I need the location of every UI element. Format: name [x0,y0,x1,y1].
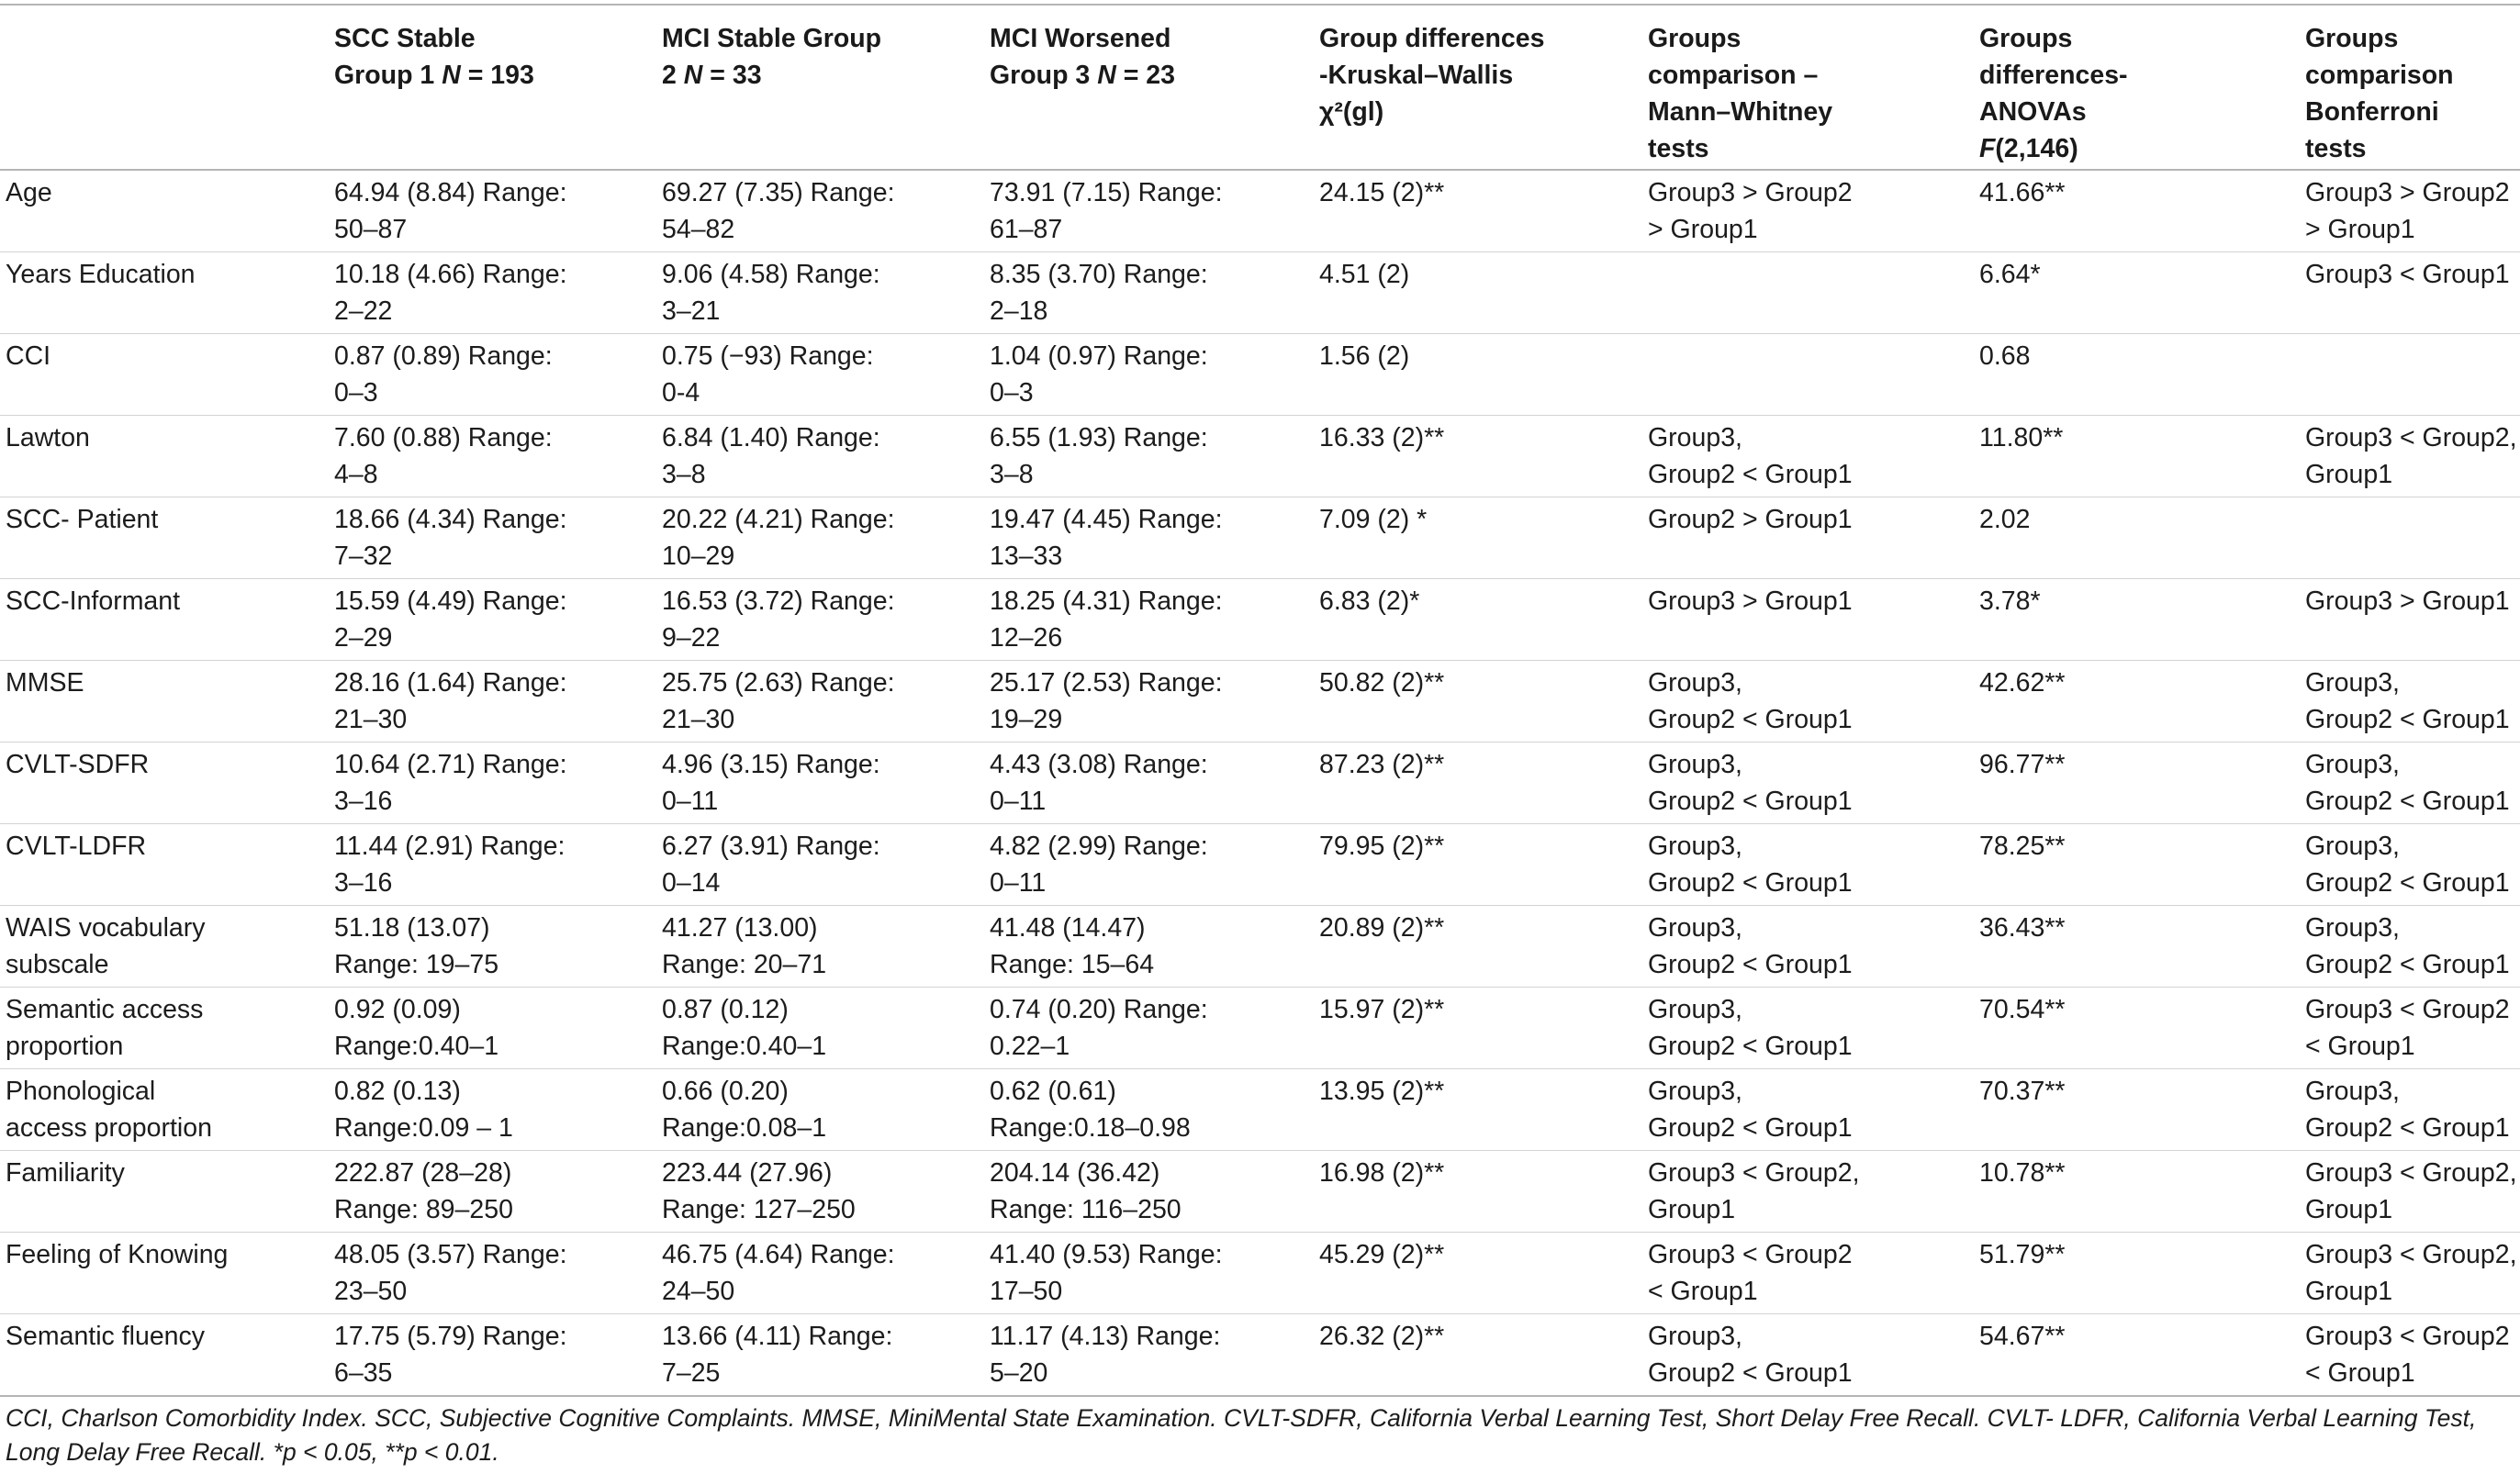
table-row [0,416,2520,497]
table-cell: Group3, Group2 < Group1 [1648,832,1853,898]
table-cell: 16.98 (2)** [1319,1158,1445,1188]
table-row [0,1069,2520,1151]
table-cell: Group3 > Group2 > Group1 [2305,178,2510,244]
table-cell: Group3 < Group2, Group1 [1648,1158,1860,1224]
table-cell: 25.17 (2.53) Range: 19–29 [990,668,1223,734]
table-cell: 6.27 (3.91) Range: 0–14 [662,832,880,898]
table-cell: 73.91 (7.15) Range: 61–87 [990,178,1223,244]
column-header-3: MCI Worsened Group 3 N = 23 [990,24,1175,90]
table-cell: 0.68 [1979,341,2031,371]
table-cell: 16.53 (3.72) Range: 9–22 [662,586,895,653]
table-cell: 6.83 (2)* [1319,586,1420,616]
table-cell [2300,497,2520,579]
row-label: Familiarity [6,1158,125,1188]
table-row [0,1233,2520,1314]
table-cell: 0.74 (0.20) Range: 0.22–1 [990,995,1208,1061]
table-row [0,252,2520,334]
table-cell: 19.47 (4.45) Range: 13–33 [990,505,1223,571]
table-cell: 18.25 (4.31) Range: 12–26 [990,586,1223,653]
table-cell: 41.48 (14.47) Range: 15–64 [990,913,1155,979]
row-label: CVLT-SDFR [6,750,150,779]
table-cell: 24.15 (2)** [1319,178,1445,207]
table-cell: 41.27 (13.00) Range: 20–71 [662,913,827,979]
row-label: Phonological access proportion [6,1077,212,1143]
table-cell: 10.18 (4.66) Range: 2–22 [334,260,567,326]
table-cell: 17.75 (5.79) Range: 6–35 [334,1322,567,1388]
table-row [0,743,2520,824]
row-label: Age [6,178,52,207]
row-label: CCI [6,341,51,371]
table-cell: 0.87 (0.89) Range: 0–3 [334,341,553,408]
table-cell: 6.84 (1.40) Range: 3–8 [662,423,880,489]
row-label: MMSE [6,668,84,698]
table-cell: Group3 > Group1 [1648,586,1853,616]
table-cell: 64.94 (8.84) Range: 50–87 [334,178,567,244]
table-cell: 87.23 (2)** [1319,750,1445,779]
table-cell: 1.04 (0.97) Range: 0–3 [990,341,1208,408]
row-label: Lawton [6,423,90,452]
column-header-1: SCC Stable Group 1 N = 193 [334,24,534,90]
table-cell: Group3, Group2 < Group1 [2305,913,2510,979]
table-cell: 70.54** [1979,995,2066,1024]
table-cell: 48.05 (3.57) Range: 23–50 [334,1240,567,1306]
table-cell: Group3 < Group2 < Group1 [2305,1322,2510,1388]
table-cell: Group3 < Group1 [2305,260,2510,289]
table-row [0,579,2520,661]
table-cell: 50.82 (2)** [1319,668,1445,698]
table-cell: 41.66** [1979,178,2066,207]
table-cell: 26.32 (2)** [1319,1322,1445,1351]
row-label: SCC-Informant [6,586,181,616]
table-cell: 70.37** [1979,1077,2066,1106]
table-row [0,824,2520,906]
table-cell: Group3 < Group2, Group1 [2305,1240,2517,1306]
table-row [0,170,2520,252]
table-cell: Group3, Group2 < Group1 [1648,750,1853,816]
table-cell: 36.43** [1979,913,2066,943]
table-cell: 42.62** [1979,668,2066,698]
table-cell: Group3, Group2 < Group1 [2305,750,2510,816]
table-cell: 1.56 (2) [1319,341,1410,371]
table-cell: 8.35 (3.70) Range: 2–18 [990,260,1208,326]
row-label: Feeling of Knowing [6,1240,229,1269]
table-cell [2300,334,2520,416]
table-cell: 9.06 (4.58) Range: 3–21 [662,260,880,326]
table-cell: 4.43 (3.08) Range: 0–11 [990,750,1208,816]
table-cell: 7.60 (0.88) Range: 4–8 [334,423,553,489]
table-cell: 7.09 (2) * [1319,505,1428,534]
table-cell: Group3, Group2 < Group1 [1648,668,1853,734]
table-cell: 46.75 (4.64) Range: 24–50 [662,1240,895,1306]
table-cell: 18.66 (4.34) Range: 7–32 [334,505,567,571]
table-cell: 10.78** [1979,1158,2066,1188]
table-header [0,5,2520,170]
table-cell: 20.89 (2)** [1319,913,1445,943]
table-cell: 79.95 (2)** [1319,832,1445,861]
table-cell: 4.96 (3.15) Range: 0–11 [662,750,880,816]
table-cell: Group3, Group2 < Group1 [1648,423,1853,489]
table-cell: 69.27 (7.35) Range: 54–82 [662,178,895,244]
table-cell: Group3 > Group2 > Group1 [1648,178,1853,244]
table-cell [1642,252,1974,334]
table-cell: 6.55 (1.93) Range: 3–8 [990,423,1208,489]
table-row [0,988,2520,1069]
table-cell: 11.17 (4.13) Range: 5–20 [990,1322,1221,1388]
table-cell: 78.25** [1979,832,2066,861]
column-header-5: Groups comparison – Mann–Whitney tests [1648,24,1833,163]
column-header-0 [0,5,329,170]
table-cell: 0.87 (0.12) Range:0.40–1 [662,995,827,1061]
column-header-4: Group differences -Kruskal–Wallis χ²(gl) [1319,24,1545,127]
table-cell: Group3 < Group2 < Group1 [2305,995,2510,1061]
table-cell: 204.14 (36.42) Range: 116–250 [990,1158,1182,1224]
table-cell: 6.64* [1979,260,2041,289]
table-cell: Group3 < Group2, Group1 [2305,423,2517,489]
table-cell: Group3, Group2 < Group1 [2305,832,2510,898]
table-footnote: CCI, Charlson Comorbidity Index. SCC, Subjective Cognitive Complaints. MMSE, MiniMental State Examination. CVLT-SDFR, California Verbal Learning Test, Short Delay Free Recall. CVLT- LDFR, California Verbal Learning Test, Long Delay Free Recall. *p < 0.05, **p < 0.01. [6,1404,2477,1466]
header-row [0,5,2520,170]
table-cell: 15.59 (4.49) Range: 2–29 [334,586,567,653]
table-cell: 11.44 (2.91) Range: 3–16 [334,832,566,898]
table-cell: 16.33 (2)** [1319,423,1445,452]
column-header-6: Groups differences- ANOVAs F(2,146) [1979,24,2128,163]
row-label: Semantic access proportion [6,995,204,1061]
row-label: WAIS vocabulary subscale [6,913,206,979]
table-cell: 28.16 (1.64) Range: 21–30 [334,668,567,734]
table-cell: 13.95 (2)** [1319,1077,1445,1106]
table-cell [1642,334,1974,416]
table-cell: 10.64 (2.71) Range: 3–16 [334,750,567,816]
table-cell: 51.79** [1979,1240,2066,1269]
table-cell: 0.75 (−93) Range: 0-4 [662,341,874,408]
table-row [0,334,2520,416]
table-cell: 20.22 (4.21) Range: 10–29 [662,505,895,571]
column-header-2: MCI Stable Group 2 N = 33 [662,24,882,90]
table-cell: 11.80** [1979,423,2064,452]
table-cell: Group2 > Group1 [1648,505,1853,534]
table-cell: Group3 > Group1 [2305,586,2510,616]
table-cell: Group3, Group2 < Group1 [2305,1077,2510,1143]
table-cell: 2.02 [1979,505,2031,534]
results-table [0,4,2520,1397]
table-cell: Group3, Group2 < Group1 [1648,995,1853,1061]
table-cell: Group3, Group2 < Group1 [1648,1322,1853,1388]
table-cell: 51.18 (13.07) Range: 19–75 [334,913,499,979]
table-row [0,1151,2520,1233]
table-row [0,1314,2520,1397]
table-cell: 96.77** [1979,750,2066,779]
table-cell: 0.66 (0.20) Range:0.08–1 [662,1077,827,1143]
table-cell: Group3, Group2 < Group1 [2305,668,2510,734]
table-cell: 223.44 (27.96) Range: 127–250 [662,1158,856,1224]
table-cell: Group3 < Group2, Group1 [2305,1158,2517,1224]
table-row [0,906,2520,988]
table-cell: 4.51 (2) [1319,260,1410,289]
table-cell: 15.97 (2)** [1319,995,1445,1024]
table-cell: 54.67** [1979,1322,2066,1351]
table-cell: 0.92 (0.09) Range:0.40–1 [334,995,499,1061]
row-label: Semantic fluency [6,1322,206,1351]
table-row [0,661,2520,743]
row-label: CVLT-LDFR [6,832,147,861]
table-cell: 222.87 (28–28) Range: 89–250 [334,1158,513,1224]
row-label: Years Education [6,260,196,289]
table-cell: 3.78* [1979,586,2041,616]
table-cell: 0.82 (0.13) Range:0.09 – 1 [334,1077,513,1143]
table-cell: Group3, Group2 < Group1 [1648,1077,1853,1143]
column-header-7: Groups comparison Bonferroni tests [2305,24,2454,163]
table-cell: Group3, Group2 < Group1 [1648,913,1853,979]
table-cell: 4.82 (2.99) Range: 0–11 [990,832,1208,898]
table-row [0,497,2520,579]
row-label: SCC- Patient [6,505,159,534]
table-cell: 13.66 (4.11) Range: 7–25 [662,1322,893,1388]
table-cell: 41.40 (9.53) Range: 17–50 [990,1240,1223,1306]
table-body [0,170,2520,1396]
table-cell: Group3 < Group2 < Group1 [1648,1240,1853,1306]
table-cell: 0.62 (0.61) Range:0.18–0.98 [990,1077,1191,1143]
table-cell: 45.29 (2)** [1319,1240,1445,1269]
table-cell: 25.75 (2.63) Range: 21–30 [662,668,895,734]
